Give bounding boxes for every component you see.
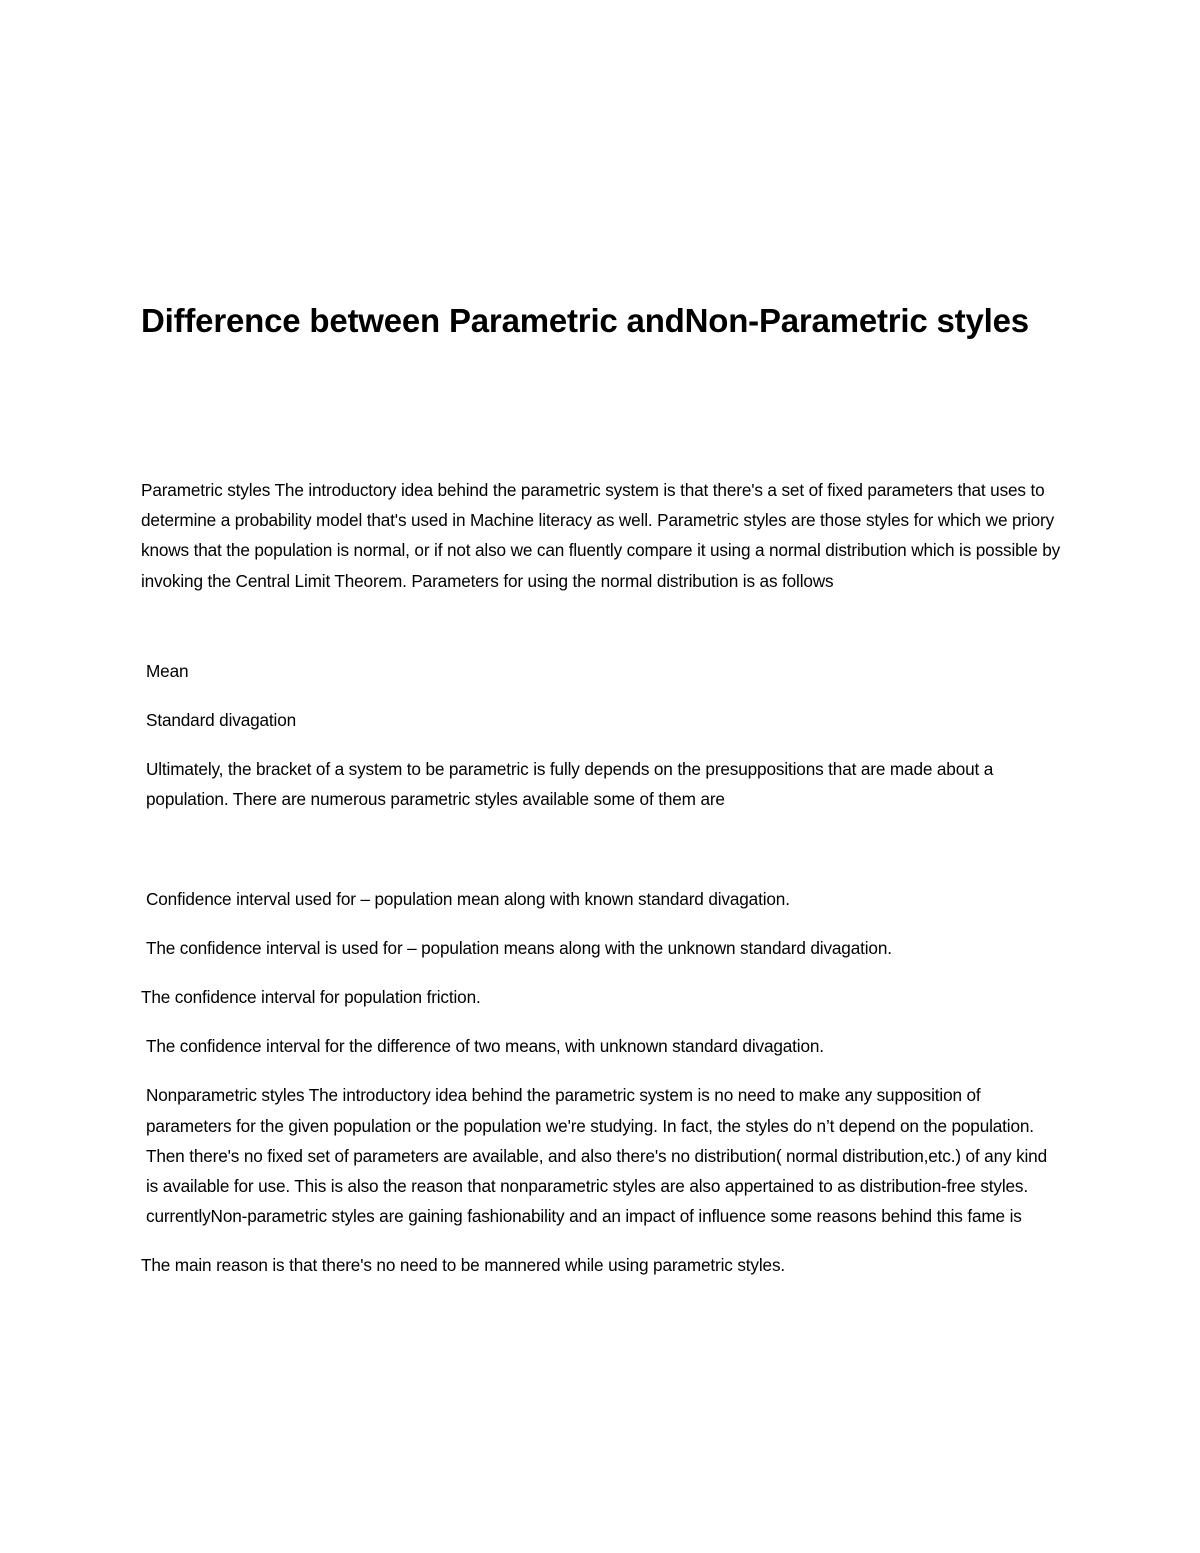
list-item-confidence-unknown: The confidence interval is used for – population means along with the unknown standard divagation. xyxy=(146,937,892,958)
document-body xyxy=(141,292,1061,1281)
list-item-confidence-difference: The confidence interval for the difference of two means, with unknown standard divagation. xyxy=(146,1036,824,1057)
list-item-mean: Mean xyxy=(146,660,189,681)
paragraph-ultimately: Ultimately, the bracket of a system to be parametric is fully depends on the presuppositions that are made about a population. There are numerous parametric styles available some of them are xyxy=(146,759,994,810)
list-item-standard-divagation: Standard divagation xyxy=(146,710,297,731)
list-item-confidence-friction: The confidence interval for population friction. xyxy=(141,987,481,1008)
paragraph-nonparametric-intro: Nonparametric styles The introductory idea behind the parametric system is no need to make any supposition of parameters for the given population or the population we're studying. In fact, the styles do n’t depend on the population. Then there's no fixed set of parameters are available, and also there's no distribution( normal distribution,etc.) of any kind is available for use. This is also the reason that nonparametric styles are also appertained to as distribution-free styles. currentlyNon-parametric styles are gaining fashionability and an impact of influence some reasons behind this fame is xyxy=(146,1085,1048,1227)
list-item-confidence-known: Confidence interval used for – population mean along with known standard divagation. xyxy=(146,888,790,909)
paragraph-parametric-intro: Parametric styles The introductory idea behind the parametric system is that there's a set of fixed parameters that uses to determine a probability model that's used in Machine literacy as well. Parametric styles are those styles for which we priory knows that the population is normal, or if not also we can fluently compare it using a normal distribution which is possible by invoking the Central Limit Theorem. Parameters for using the normal distribution is as follows xyxy=(141,480,1061,591)
document-title: Difference between Parametric andNon-Parametric styles xyxy=(141,302,1029,339)
paragraph-main-reason: The main reason is that there's no need to be mannered while using parametric styles. xyxy=(141,1255,786,1276)
